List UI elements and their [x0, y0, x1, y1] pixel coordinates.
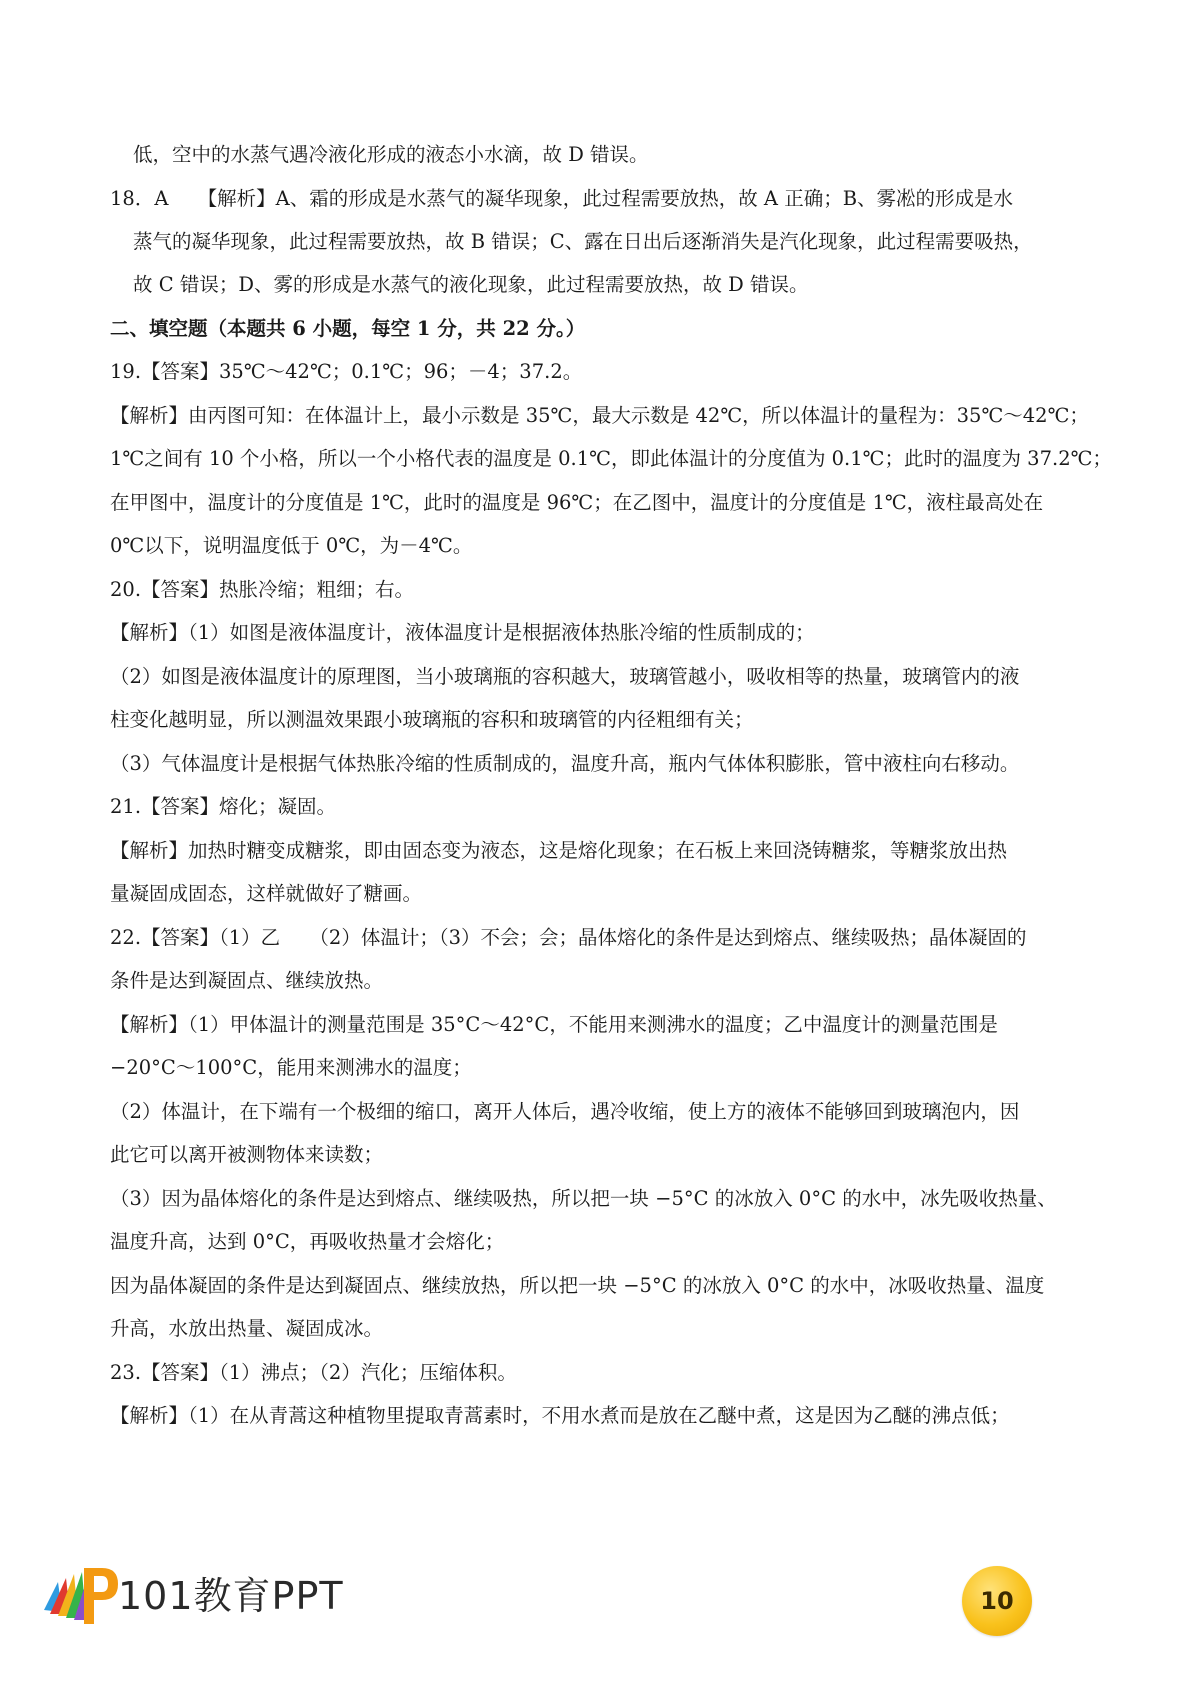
text-line: 1℃之间有 10 个小格，所以一个小格代表的温度是 0.1℃，即此体温计的分度值为 0.1℃；此时的温度为 37.2℃；: [110, 447, 1112, 470]
logo-text: 101教育PPT: [118, 1574, 344, 1618]
text-line: 0℃以下，说明温度低于 0℃，为－4℃。: [110, 534, 473, 557]
text-line: 蒸气的凝华现象，此过程需要放热，故 B 错误；C、露在日出后逐渐消失是汽化现象，此过程需要吸热，: [133, 230, 1033, 253]
text-line: 21.【答案】熔化；凝固。: [110, 795, 337, 818]
text-line: 20.【答案】热胀冷缩；粗细；右。: [110, 578, 415, 601]
section-heading: 二、填空题（本题共 6 小题，每空 1 分，共 22 分。）: [110, 317, 586, 340]
page-number: 10: [980, 1587, 1014, 1615]
page-number-badge: [962, 1566, 1032, 1636]
text-line: （3）因为晶体熔化的条件是达到熔点、继续吸热，所以把一块 −5°C 的冰放入 0°C 的水中，冰先吸收热量、: [110, 1187, 1057, 1210]
text-line: 温度升高，达到 0°C，再吸收热量才会熔化；: [110, 1230, 505, 1253]
text-line: −20°C～100°C，能用来测沸水的温度；: [110, 1056, 472, 1079]
text-line: 22.【答案】（1）乙 （2）体温计；（3）不会；会；晶体熔化的条件是达到熔点、继续吸热；晶体凝固的: [110, 926, 1027, 949]
text-line: 18．A 【解析】A、霜的形成是水蒸气的凝华现象，此过程需要放热，故 A 正确；B、雾凇的形成是水: [110, 187, 1014, 210]
text-line: 量凝固成固态，这样就做好了糖画。: [110, 882, 423, 905]
text-line: 【解析】加热时糖变成糖浆，即由固态变为液态，这是熔化现象；在石板上来回浇铸糖浆，等糖浆放出热: [110, 839, 1008, 862]
text-line: 【解析】（1）甲体温计的测量范围是 35°C～42°C，不能用来测沸水的温度；乙中温度计的测量范围是: [110, 1013, 998, 1036]
text-line: 【解析】（1）在从青蒿这种植物里提取青蒿素时，不用水煮而是放在乙醚中煮，这是因为乙醚的沸点低；: [110, 1404, 1010, 1427]
text-line: 在甲图中，温度计的分度值是 1℃，此时的温度是 96℃；在乙图中，温度计的分度值是 1℃，液柱最高处在: [110, 491, 1044, 514]
text-line: 低，空中的水蒸气遇冷液化形成的液态小水滴，故 D 错误。: [133, 143, 649, 166]
text-line: 【解析】由丙图可知：在体温计上，最小示数是 35℃，最大示数是 42℃，所以体温计的量程为：35℃～42℃；: [110, 404, 1089, 427]
text-line: 升高，水放出热量、凝固成冰。: [110, 1317, 384, 1340]
text-line: 23.【答案】（1）沸点；（2）汽化；压缩体积。: [110, 1361, 517, 1384]
text-line: 此它可以离开被测物体来读数；: [110, 1143, 384, 1166]
text-line: （3）气体温度计是根据气体热胀冷缩的性质制成的，温度升高，瓶内气体体积膨胀，管中液柱向右移动。: [110, 752, 1020, 775]
text-line: 条件是达到凝固点、继续放热。: [110, 969, 384, 992]
text-line: 柱变化越明显，所以测温效果跟小玻璃瓶的容积和玻璃管的内径粗细有关；: [110, 708, 754, 731]
text-line: （2）体温计，在下端有一个极细的缩口，离开人体后，遇冷收缩，使上方的液体不能够回到玻璃泡内，因: [110, 1100, 1020, 1123]
text-line: 【解析】（1）如图是液体温度计，液体温度计是根据液体热胀冷缩的性质制成的；: [110, 621, 815, 644]
text-line: 19.【答案】35℃～42℃；0.1℃；96；－4；37.2。: [110, 360, 583, 383]
text-line: （2）如图是液体温度计的原理图，当小玻璃瓶的容积越大，玻璃管越小，吸收相等的热量，玻璃管内的液: [110, 665, 1020, 688]
text-line: 因为晶体凝固的条件是达到凝固点、继续放热，所以把一块 −5°C 的冰放入 0°C 的水中，冰吸收热量、温度: [110, 1274, 1045, 1297]
text-line: 故 C 错误；D、雾的形成是水蒸气的液化现象，此过程需要放热，故 D 错误。: [133, 273, 809, 296]
